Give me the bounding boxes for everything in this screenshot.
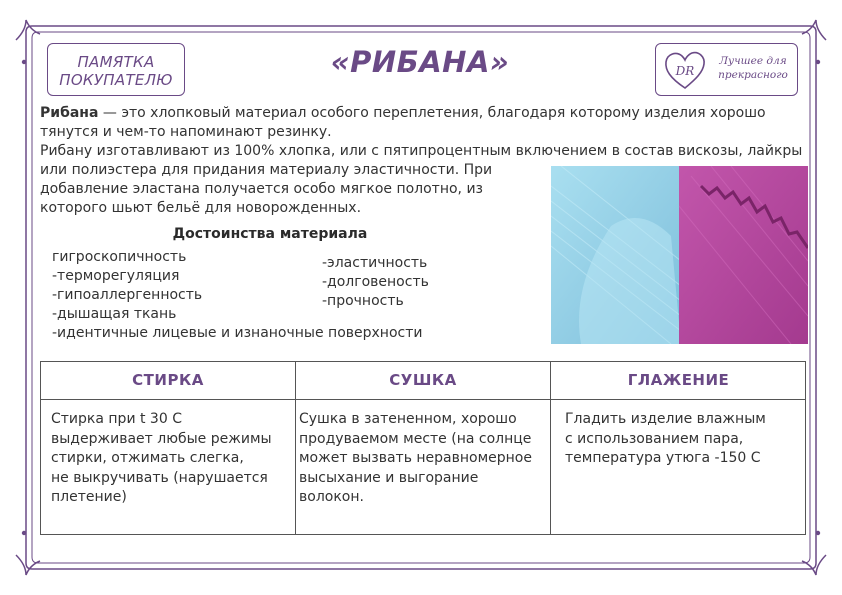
memo-badge-line-1: ПАМЯТКА bbox=[77, 53, 155, 71]
table-header-divider bbox=[41, 399, 805, 400]
benefit-item: -эластичность bbox=[322, 255, 428, 271]
care-table bbox=[40, 361, 806, 535]
logo-tagline bbox=[709, 54, 797, 82]
intro-line-1-text: — это хлопковый материал особого переплетения, благодаря которому изделия хорошо bbox=[98, 105, 766, 121]
logo-tagline-line-2: прекрасного bbox=[718, 69, 788, 81]
logo-tagline-line-1: Лучшее для bbox=[719, 55, 787, 67]
washing-line: выдерживает любые режимы bbox=[51, 430, 272, 447]
ironing-line: с использованием пара, bbox=[565, 430, 744, 447]
intro-line-3: Рибану изготавливают из 100% хлопка, или с пятипроцентным включением в состав вискозы, лайкры bbox=[40, 143, 803, 159]
ironing-line: температура утюга -150 С bbox=[565, 450, 761, 466]
header-drying: СУШКА bbox=[389, 371, 457, 389]
intro-term: Рибана bbox=[40, 105, 99, 121]
intro-line-2: тянутся и чем-то напоминают резинку. bbox=[40, 124, 332, 140]
memo-badge bbox=[47, 43, 185, 96]
washing-cell bbox=[51, 410, 272, 508]
ironing-line: Гладить изделие влажным bbox=[565, 411, 766, 427]
heart-logo-icon bbox=[662, 48, 708, 92]
intro-line-6: которого шьют бельё для новорожденных. bbox=[40, 200, 362, 216]
drying-line: волокон. bbox=[299, 489, 364, 505]
drying-line: может вызвать неравномерное bbox=[299, 450, 532, 466]
benefit-item: гигроскопичность bbox=[52, 249, 187, 265]
benefit-item: -гипоаллергенность bbox=[52, 287, 203, 303]
fabric-photo bbox=[551, 166, 808, 344]
washing-line: не выкручивать (нарушается bbox=[51, 469, 268, 486]
magenta-rib-fabric bbox=[679, 166, 808, 344]
drying-line: продуваемом месте (на солнце bbox=[299, 430, 532, 447]
header-ironing: ГЛАЖЕНИЕ bbox=[627, 371, 730, 389]
brand-logo bbox=[655, 43, 798, 96]
memo-badge-text bbox=[48, 53, 184, 89]
ironing-cell bbox=[565, 410, 766, 469]
logo-initials: DR bbox=[675, 64, 695, 78]
washing-line: стирки, отжимать слегка, bbox=[51, 450, 244, 466]
intro-line-4: или полиэстера для придания материалу эластичности. При bbox=[40, 162, 493, 178]
benefit-item: -долговеность bbox=[322, 274, 429, 290]
washing-line: плетение) bbox=[51, 489, 127, 505]
intro-line-1 bbox=[40, 104, 766, 123]
memo-badge-line-2: ПОКУПАТЕЛЮ bbox=[59, 71, 173, 89]
drying-line: высыхание и выгорание bbox=[299, 469, 479, 486]
drying-line: Сушка в затененном, хорошо bbox=[299, 411, 517, 427]
drying-cell bbox=[299, 410, 532, 508]
header-washing: СТИРКА bbox=[132, 371, 204, 389]
benefit-item: -идентичные лицевые и изнаночные поверхности bbox=[52, 325, 423, 341]
page-title: «РИБАНА» bbox=[330, 45, 510, 79]
benefit-item: -терморегуляция bbox=[52, 268, 180, 284]
benefit-item: -дышащая ткань bbox=[52, 306, 177, 322]
intro-line-5: добавление эластана получается особо мягкое полотно, из bbox=[40, 181, 484, 197]
benefits-list-right bbox=[322, 254, 429, 311]
benefit-item: -прочность bbox=[322, 293, 404, 309]
benefits-title: Достоинства материала bbox=[172, 226, 368, 242]
washing-line: Стирка при t 30 С bbox=[51, 411, 182, 427]
